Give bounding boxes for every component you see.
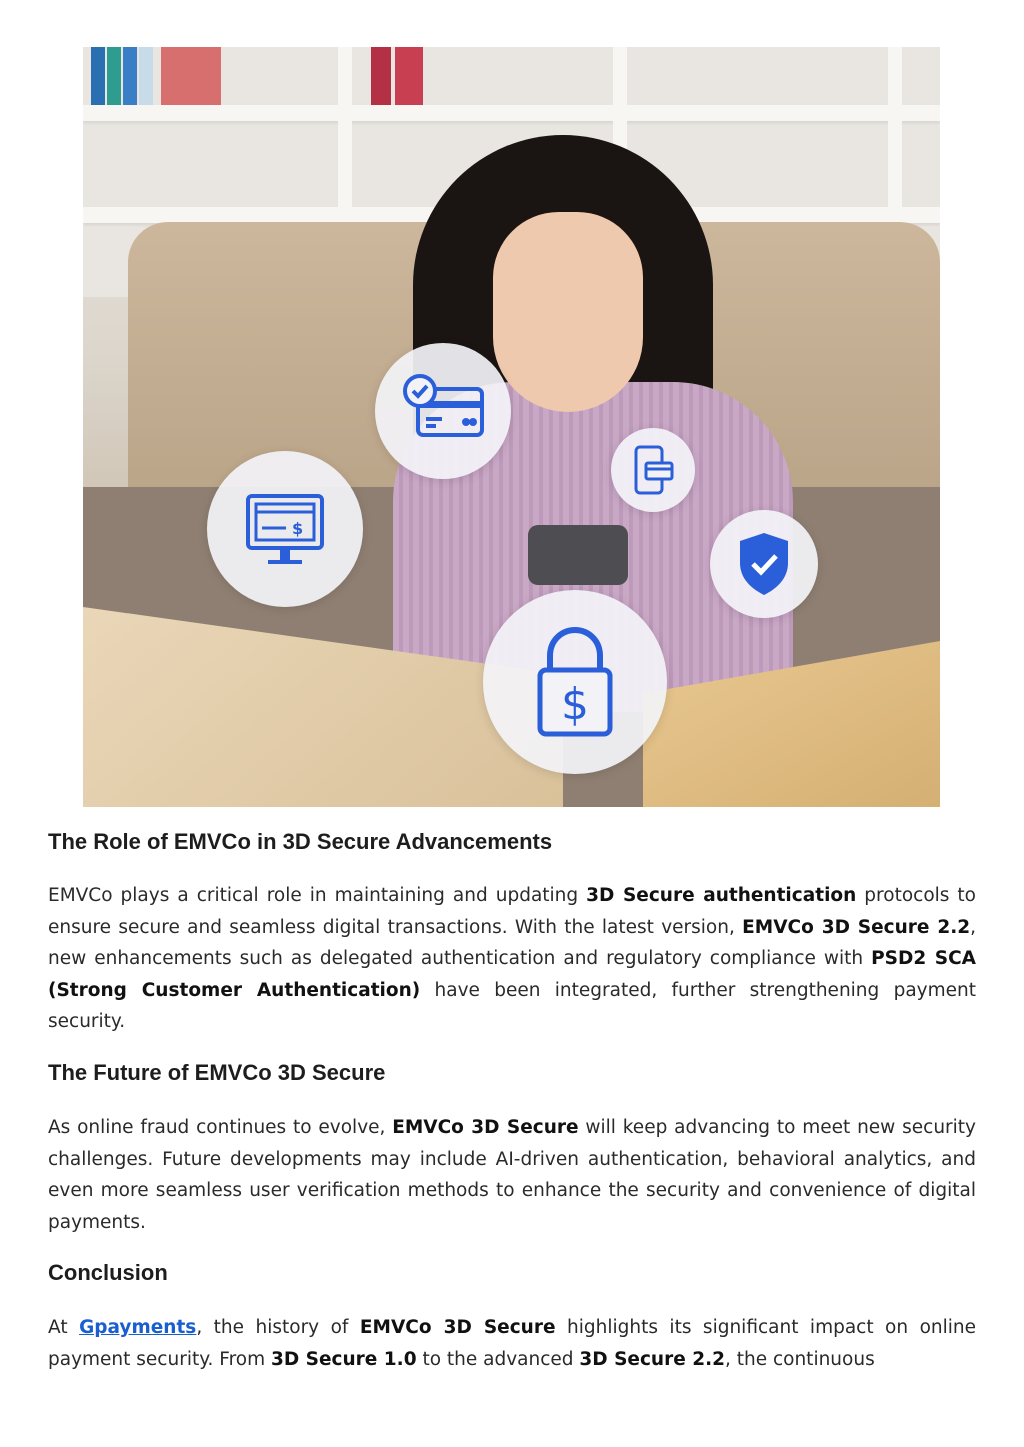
section-heading: Conclusion <box>48 1260 168 1285</box>
section-heading: The Future of EMVCo 3D Secure <box>48 1060 386 1085</box>
book <box>371 47 391 107</box>
book <box>139 47 153 107</box>
paragraph <box>48 1312 976 1375</box>
svg-text:$: $ <box>561 679 589 730</box>
text-run: , the continuous <box>724 1348 875 1370</box>
section-conclusion <box>48 1260 976 1286</box>
svg-text:$: $ <box>292 519 304 538</box>
smartphone <box>528 525 628 585</box>
section-future-body <box>48 1112 976 1238</box>
text-run: EMVCo plays a critical role in maintaining and updating <box>48 885 587 906</box>
book <box>161 47 221 107</box>
credit-card-check-icon <box>375 343 511 479</box>
text-run: will keep advancing to meet new security challenges. Future developments may include AI-driven authentication, behavioral analytics, and even more seamless user verification methods to enhance the security and convenience of digital payments. <box>48 1117 976 1233</box>
book <box>91 47 105 107</box>
text-run: have been integrated, further strengthening payment security. <box>48 979 976 1032</box>
bold-term: EMVCo 3D Secure <box>392 1117 579 1138</box>
text-run: to the advanced <box>416 1348 580 1370</box>
bold-term: PSD2 SCA (Strong Customer Authentication) <box>48 948 976 1001</box>
section-role-body <box>48 880 976 1038</box>
section-conclusion-body <box>48 1312 976 1375</box>
bold-term: EMVCo 3D Secure 2.2 <box>742 916 971 938</box>
book <box>395 47 423 107</box>
book <box>123 47 137 107</box>
gpayments-link[interactable]: Gpayments <box>79 1317 197 1338</box>
hero-image <box>83 47 940 807</box>
text-run: highlights its significant impact on online payment security. From <box>48 1317 976 1370</box>
paragraph <box>48 880 976 1038</box>
text-run: protocols to ensure secure and seamless digital transactions. With the latest version, <box>48 885 976 938</box>
paragraph <box>48 1112 976 1238</box>
shelf-plank <box>83 105 940 121</box>
monitor-payment-icon <box>207 451 363 607</box>
bold-term: 3D Secure 1.0 <box>271 1348 417 1370</box>
text-run: At <box>48 1317 80 1338</box>
book <box>107 47 121 107</box>
shield-check-icon <box>710 510 818 618</box>
bold-term: EMVCo 3D Secure <box>359 1317 556 1338</box>
bold-term: 3D Secure authentication <box>586 885 857 906</box>
section-future <box>48 1060 976 1086</box>
section-role <box>48 829 976 855</box>
padlock-dollar-icon <box>483 590 667 774</box>
text-run: As online fraud continues to evolve, <box>48 1117 393 1138</box>
phone-card-icon <box>611 428 695 512</box>
text-run: , new enhancements such as delegated authentication and regulatory compliance with <box>48 916 977 969</box>
person-face <box>493 212 643 412</box>
bold-term: 3D Secure 2.2 <box>579 1348 725 1370</box>
section-heading: The Role of EMVCo in 3D Secure Advancements <box>48 829 553 854</box>
text-run: , the history of <box>196 1317 360 1338</box>
